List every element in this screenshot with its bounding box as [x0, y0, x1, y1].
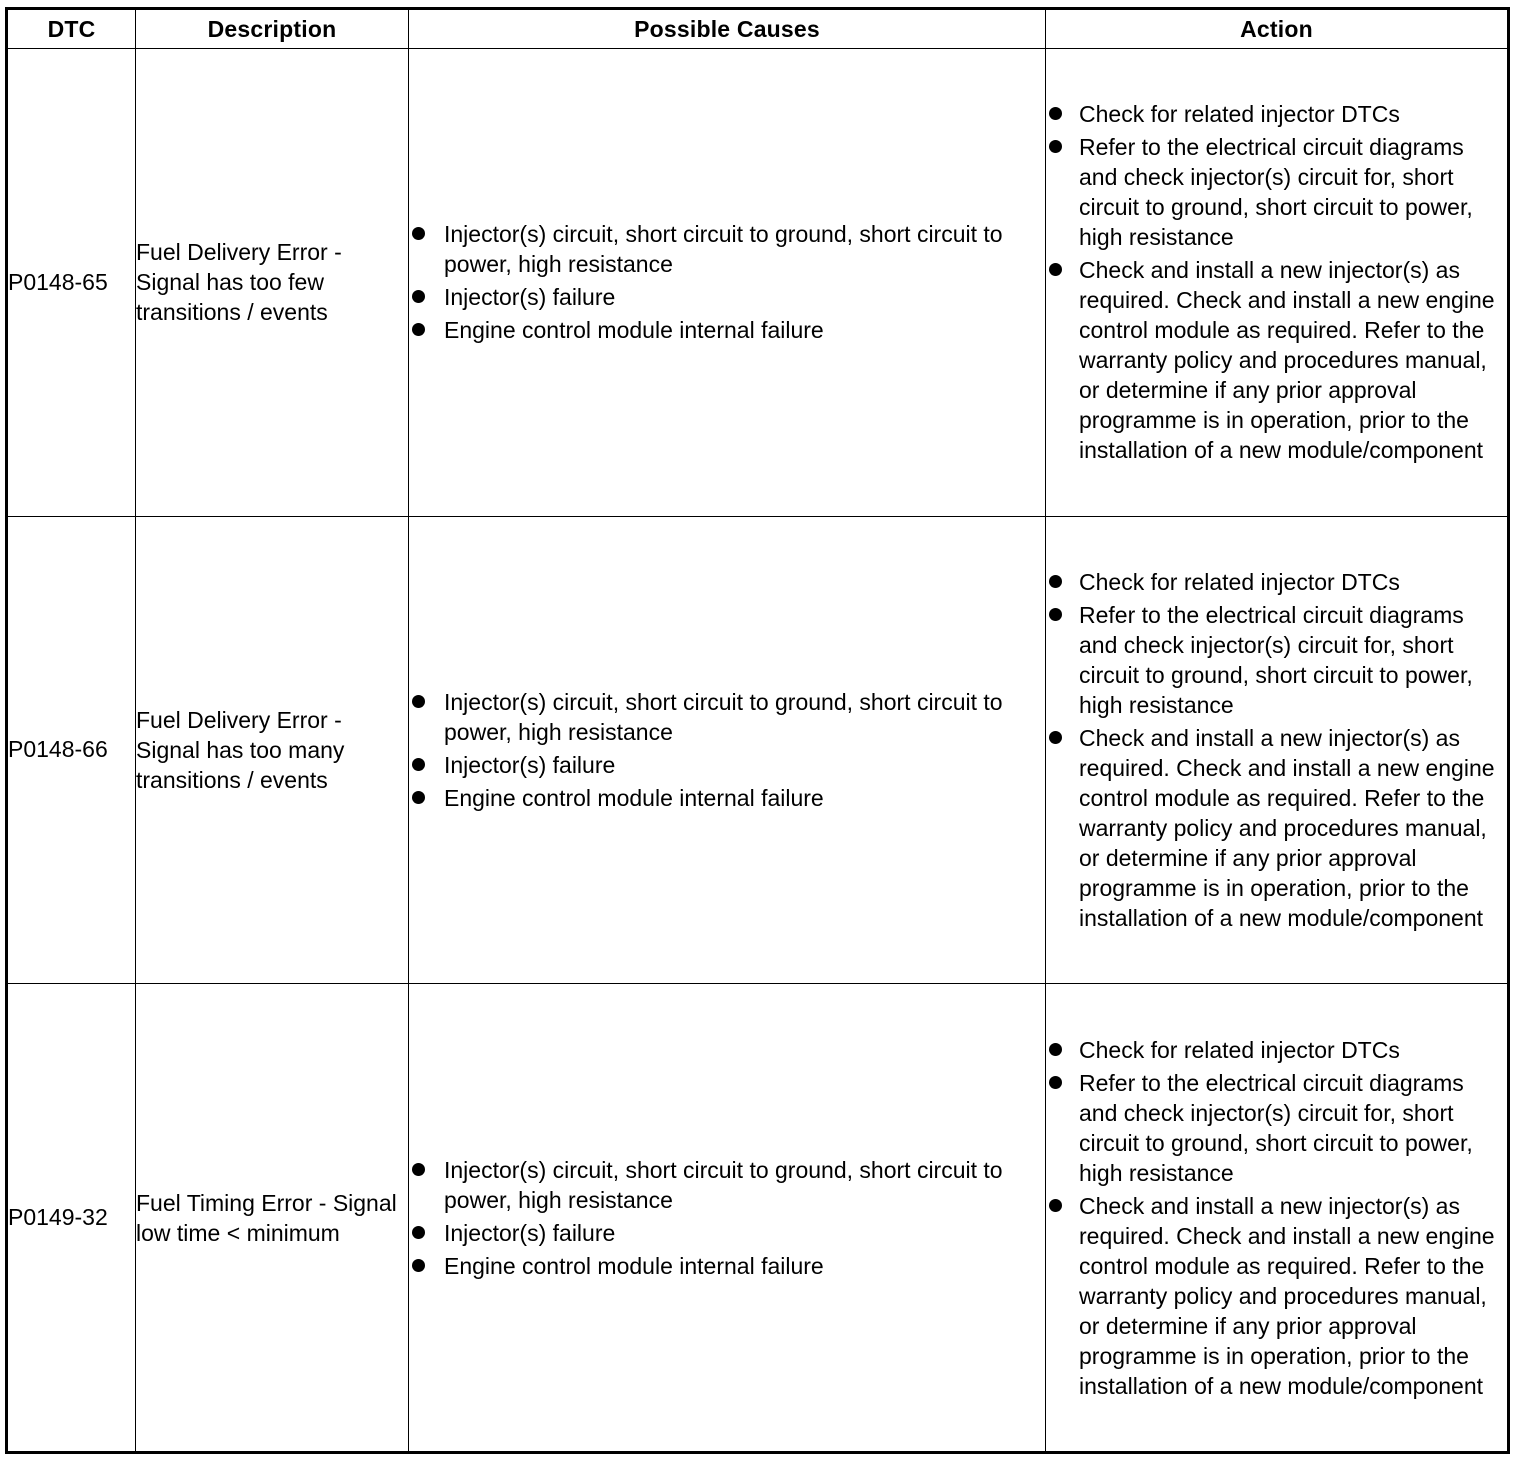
actions [1046, 984, 1509, 1453]
bullet-icon [1049, 608, 1062, 621]
action-text: Refer to the electrical circuit diagrams and check injector(s) circuit for, short circuit to ground, short circuit to power, high resistance [1079, 134, 1473, 251]
bullet-icon [1049, 1076, 1062, 1089]
table-row [7, 984, 1509, 1453]
bullet-icon [1049, 1043, 1062, 1056]
action-item [1046, 1035, 1507, 1065]
actions-list [1046, 1035, 1507, 1401]
cause-text: Injector(s) circuit, short circuit to ground, short circuit to power, high resistance [444, 221, 1003, 278]
cause-item [409, 282, 1045, 312]
bullet-icon [412, 1163, 425, 1176]
cause-text: Engine control module internal failure [444, 317, 824, 344]
action-item [1046, 600, 1507, 720]
cause-item [409, 315, 1045, 345]
bullet-icon [1049, 140, 1062, 153]
bullet-icon [1049, 731, 1062, 744]
action-item [1046, 723, 1507, 933]
cause-text: Injector(s) failure [444, 751, 616, 778]
bullet-icon [412, 695, 425, 708]
dtc-code: P0149-32 [7, 984, 136, 1453]
dtc-code: P0148-66 [7, 516, 136, 984]
dtc-description: Fuel Delivery Error - Signal has too few transitions / events [136, 49, 409, 517]
causes-list [409, 1155, 1045, 1281]
action-text: Check for related injector DTCs [1079, 568, 1400, 595]
cause-item [409, 1218, 1045, 1248]
header-dtc: DTC [7, 9, 136, 49]
actions-list [1046, 99, 1507, 465]
cause-text: Engine control module internal failure [444, 1252, 824, 1279]
action-item [1046, 132, 1507, 252]
possible-causes [409, 49, 1046, 517]
causes-list [409, 219, 1045, 345]
bullet-icon [412, 323, 425, 336]
dtc-code: P0148-65 [7, 49, 136, 517]
action-text: Check and install a new injector(s) as required. Check and install a new engine control module as required. Refer to the warranty policy and procedures manual, or determine if any prior approval programme is in operation, prior to the installation of a new module/component [1079, 724, 1495, 931]
actions-list [1046, 567, 1507, 933]
possible-causes [409, 984, 1046, 1453]
cause-item [409, 750, 1045, 780]
actions [1046, 49, 1509, 517]
cause-text: Engine control module internal failure [444, 784, 824, 811]
action-item [1046, 255, 1507, 465]
table-header-row [7, 9, 1509, 49]
dtc-table [5, 7, 1510, 1454]
bullet-icon [412, 791, 425, 804]
header-description: Description [136, 9, 409, 49]
cause-item [409, 1155, 1045, 1215]
bullet-icon [412, 1259, 425, 1272]
action-text: Check for related injector DTCs [1079, 1036, 1400, 1063]
bullet-icon [1049, 1199, 1062, 1212]
cause-item [409, 219, 1045, 279]
cause-text: Injector(s) circuit, short circuit to ground, short circuit to power, high resistance [444, 1156, 1003, 1213]
dtc-description: Fuel Delivery Error - Signal has too many transitions / events [136, 516, 409, 984]
action-text: Check and install a new injector(s) as required. Check and install a new engine control module as required. Refer to the warranty policy and procedures manual, or determine if any prior approval programme is in operation, prior to the installation of a new module/component [1079, 1192, 1495, 1399]
bullet-icon [1049, 263, 1062, 276]
cause-item [409, 783, 1045, 813]
table-row [7, 49, 1509, 517]
action-text: Refer to the electrical circuit diagrams and check injector(s) circuit for, short circuit to ground, short circuit to power, high resistance [1079, 601, 1473, 718]
bullet-icon [412, 290, 425, 303]
bullet-icon [412, 758, 425, 771]
action-text: Check for related injector DTCs [1079, 101, 1400, 128]
action-item [1046, 567, 1507, 597]
action-text: Refer to the electrical circuit diagrams and check injector(s) circuit for, short circuit to ground, short circuit to power, high resistance [1079, 1069, 1473, 1186]
bullet-icon [412, 1226, 425, 1239]
cause-item [409, 687, 1045, 747]
header-action: Action [1046, 9, 1509, 49]
cause-item [409, 1251, 1045, 1281]
bullet-icon [1049, 575, 1062, 588]
bullet-icon [1049, 107, 1062, 120]
actions [1046, 516, 1509, 984]
cause-text: Injector(s) failure [444, 1219, 616, 1246]
action-text: Check and install a new injector(s) as required. Check and install a new engine control module as required. Refer to the warranty policy and procedures manual, or determine if any prior approval programme is in operation, prior to the installation of a new module/component [1079, 257, 1495, 464]
bullet-icon [412, 227, 425, 240]
cause-text: Injector(s) circuit, short circuit to ground, short circuit to power, high resistance [444, 688, 1003, 745]
possible-causes [409, 516, 1046, 984]
dtc-description: Fuel Timing Error - Signal low time < minimum [136, 984, 409, 1453]
header-causes: Possible Causes [409, 9, 1046, 49]
table-row [7, 516, 1509, 984]
action-item [1046, 1068, 1507, 1188]
causes-list [409, 687, 1045, 813]
action-item [1046, 1191, 1507, 1401]
action-item [1046, 99, 1507, 129]
cause-text: Injector(s) failure [444, 284, 616, 311]
